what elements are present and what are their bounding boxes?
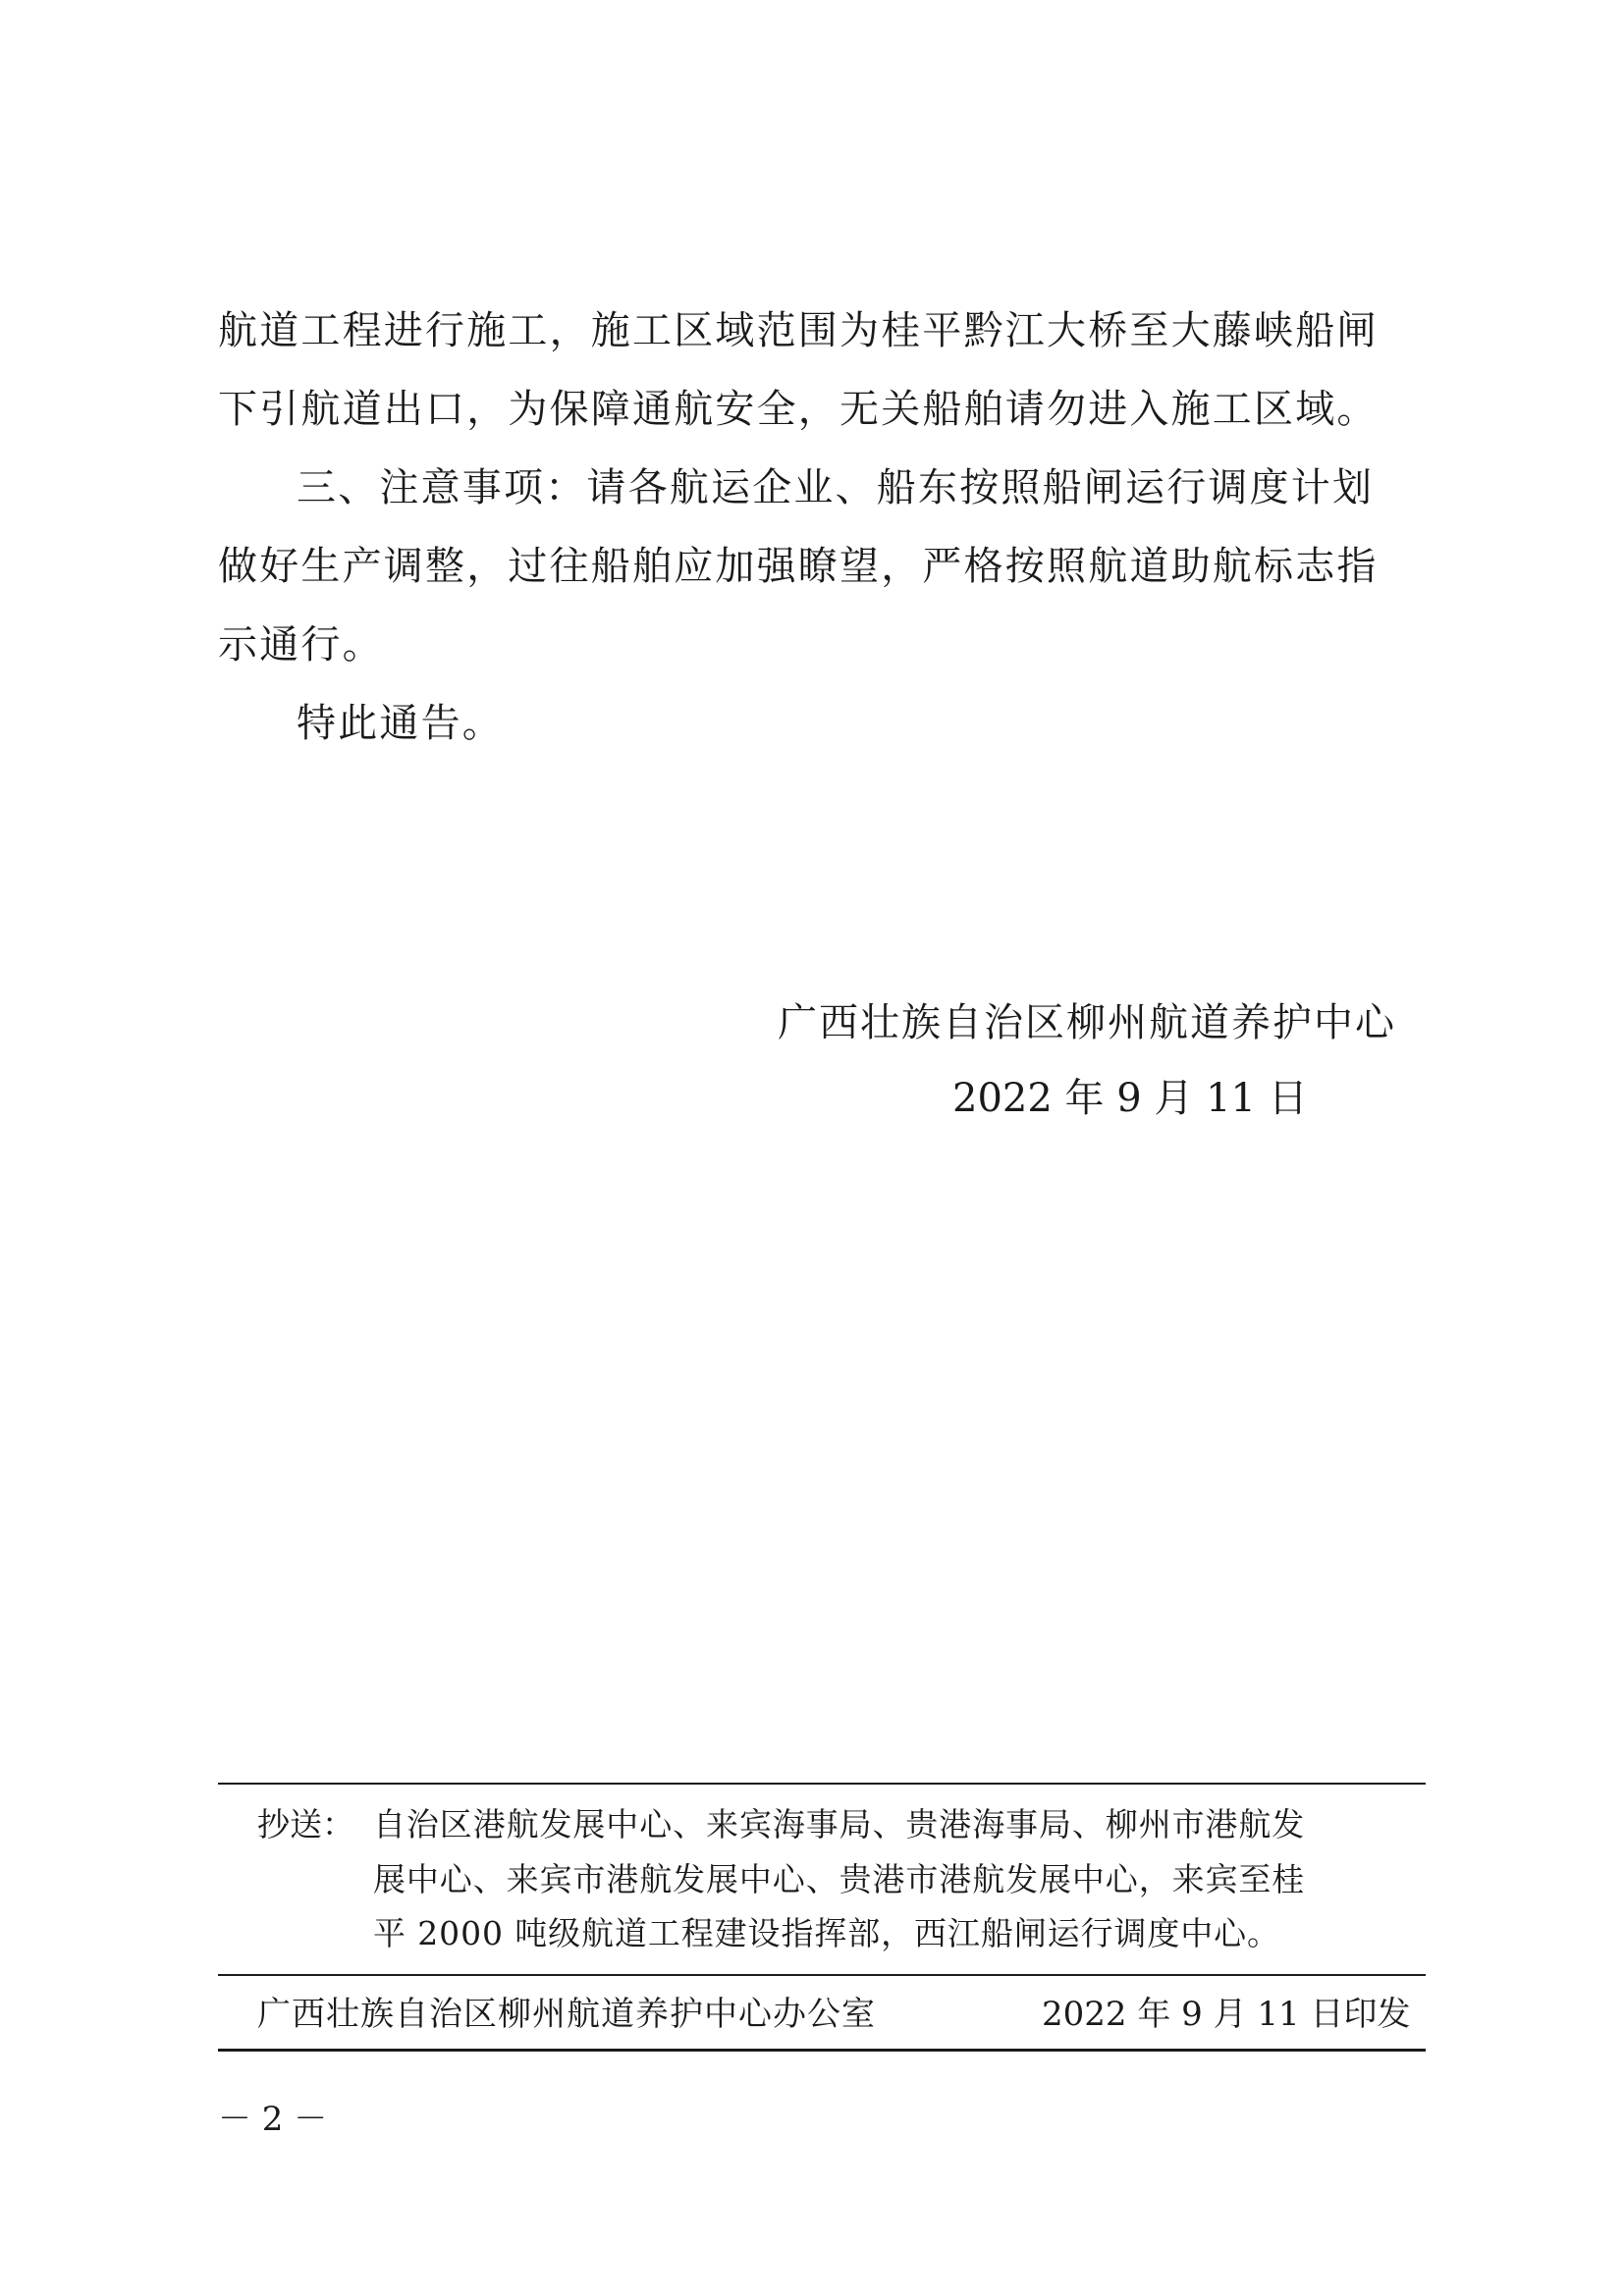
signature-org: 广西壮族自治区柳州航道养护中心 xyxy=(778,1000,1396,1045)
body-line-5-text: 示通行。 xyxy=(218,622,384,667)
body-line-2 xyxy=(218,387,1379,432)
body-line-5 xyxy=(218,622,384,667)
middle-rule xyxy=(218,1974,1426,1976)
top-rule xyxy=(218,1783,1426,1785)
body-line-4-text: 做好生产调整，过往船舶应加强瞭望，严格按照航道助航标志指 xyxy=(218,544,1379,589)
body-line-4 xyxy=(218,544,1379,589)
body-line-3-text: 三、注意事项：请各航运企业、船东按照船闸运行调度计划 xyxy=(297,465,1375,510)
closing-line xyxy=(297,701,504,746)
body-line-3 xyxy=(297,465,1375,510)
issuer-office: 广西壮族自治区柳州航道养护中心办公室 xyxy=(257,1995,876,2034)
cc-line-3: 平 2000 吨级航道工程建设指挥部，西江船闸运行调度中心。 xyxy=(373,1914,1280,1952)
cc-line-1: 自治区港航发展中心、来宾海事局、贵港海事局、柳州市港航发 xyxy=(373,1805,1306,1843)
bottom-rule xyxy=(218,2049,1426,2052)
signature-date: 2022 年 9 月 11 日 xyxy=(952,1076,1308,1121)
cc-line-2: 展中心、来宾市港航发展中心、贵港市港航发展中心，来宾至桂 xyxy=(373,1860,1306,1898)
body-line-1-text: 航道工程进行施工，施工区域范围为桂平黔江大桥至大藤峡船闸 xyxy=(218,308,1379,353)
body-line-2-text: 下引航道出口，为保障通航安全，无关船舶请勿进入施工区域。 xyxy=(218,387,1379,432)
issuer-date: 2022 年 9 月 11 日印发 xyxy=(1042,1995,1411,2034)
cc-label: 抄送： xyxy=(257,1805,354,1843)
page-number: － 2 － xyxy=(218,2100,328,2139)
body-line-1 xyxy=(218,308,1426,353)
closing-text: 特此通告。 xyxy=(297,701,504,746)
